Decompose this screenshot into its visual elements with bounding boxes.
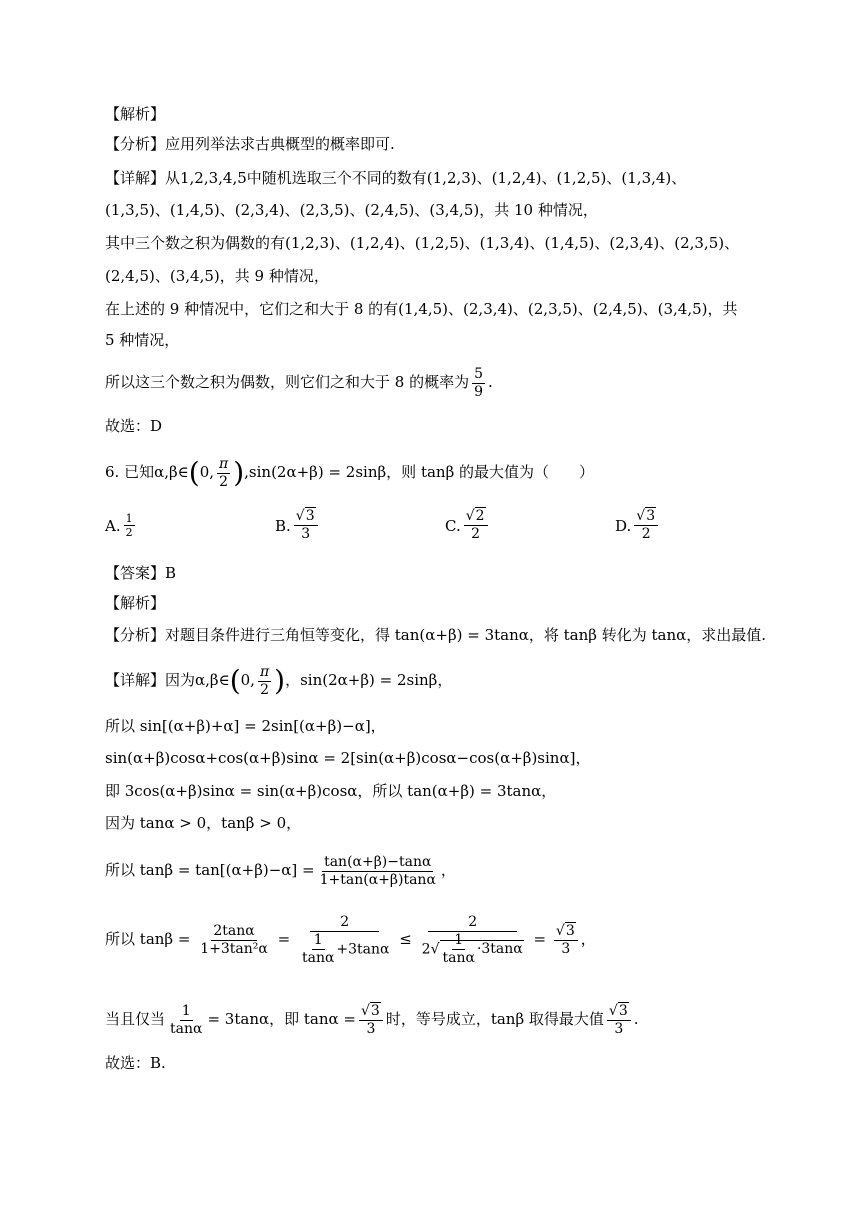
q5-sum-2: 5 种情况， — [105, 331, 180, 349]
q6-fenxi: 【分析】对题目条件进行三角恒等变化，得 tan(α+β) = 3tanα，将 tanβ 转化为 tanα，求出最值. — [105, 626, 767, 644]
q5-even-2: (2,4,5)、(3,4,5)，共 9 种情况， — [105, 267, 329, 285]
q6-daan: 【答案】B — [105, 564, 177, 582]
q5-answer: 故选：D — [105, 417, 163, 435]
q6-detail: 【详解】因为α,β∈(0, $\frac{\pi}{2}$ )，sin(2α+β) = 2sinβ， — [105, 663, 453, 698]
q6-line-1: 所以 sin[(α+β)+α] = 2sin[(α+β)−α]， — [105, 717, 386, 735]
q6-line-5: 所以 tanβ = tan[(α+β)−α] = $\frac{\tan(\alpha+\beta)-\tan\alpha}{1+\tan(\alpha+\beta)\tan\alpha}$ ， — [105, 853, 456, 888]
q6-jiexi: 【解析】 — [105, 594, 166, 612]
q6-line-7: 当且仅当 $\frac{1}{\tan\alpha}$ = 3tanα，即 tanα = $\frac{√3}{3}$ 时，等号成立，tanβ 取得最大值 $\frac{√3}{3}$ . — [105, 1002, 639, 1037]
q6-line-6: 所以 tanβ = $\frac{2\tan\alpha}{\text{1+3tan²α}}$ = 2 $\frac{1}{\tan\alpha}$ +3tanα ≤ 2 2√ $\frac{1}{\tan\alpha}$ ·3tanα = $\frac{√3}{3}$ ， — [105, 913, 596, 966]
option-a: A. $\frac{1}{2}$ — [105, 512, 133, 539]
option-d: D. $\frac{√3}{2}$ — [615, 508, 785, 543]
q5-conclusion: 所以这三个数之积为偶数，则它们之和大于 8 的概率为 $\frac{5}{9}$ . — [105, 365, 493, 400]
q6-line-4: 因为 tanα > 0，tanβ > 0， — [105, 814, 302, 832]
q5-even-1: 其中三个数之积为偶数的有(1,2,3)、(1,2,4)、(1,2,5)、(1,3,4)、(1,4,5)、(2,3,4)、(2,3,5)、 — [105, 234, 740, 252]
q5-detail-2: (1,3,5)、(1,4,5)、(2,3,4)、(2,3,5)、(2,4,5)、(3,4,5)，共 10 种情况， — [105, 201, 598, 219]
q5-jiexi: 【解析】 — [105, 105, 166, 123]
q6-line-3: 即 3cos(α+β)sinα = sin(α+β)cosα，所以 tan(α+β) = 3tanα， — [105, 782, 557, 800]
option-c: C. $\frac{√2}{2}$ — [445, 508, 615, 543]
probability-fraction: $\frac{5}{9}$ — [474, 365, 484, 400]
q6-options — [105, 508, 785, 543]
q5-detail-1: 【详解】从1,2,3,4,5中随机选取三个不同的数有(1,2,3)、(1,2,4)、(1,2,5)、(1,3,4)、 — [105, 169, 687, 187]
q6-stem: 6. 已知α,β∈(0, $\frac{\pi}{2}$ ),sin(2α+β) = 2sinβ，则 tanβ 的最大值为（ ） — [105, 455, 595, 490]
option-b: B. $\frac{√3}{3}$ — [275, 508, 445, 543]
q6-line-2: sin(α+β)cosα+cos(α+β)sinα = 2[sin(α+β)cosα−cos(α+β)sinα]， — [105, 749, 591, 767]
q6-answer: 故选：B. — [105, 1054, 166, 1072]
q5-sum-1: 在上述的 9 种情况中，它们之和大于 8 的有(1,4,5)、(2,3,4)、(2,3,5)、(2,4,5)、(3,4,5)，共 — [105, 300, 738, 318]
q5-fenxi: 【分析】应用列举法求古典概型的概率即可. — [105, 135, 395, 153]
